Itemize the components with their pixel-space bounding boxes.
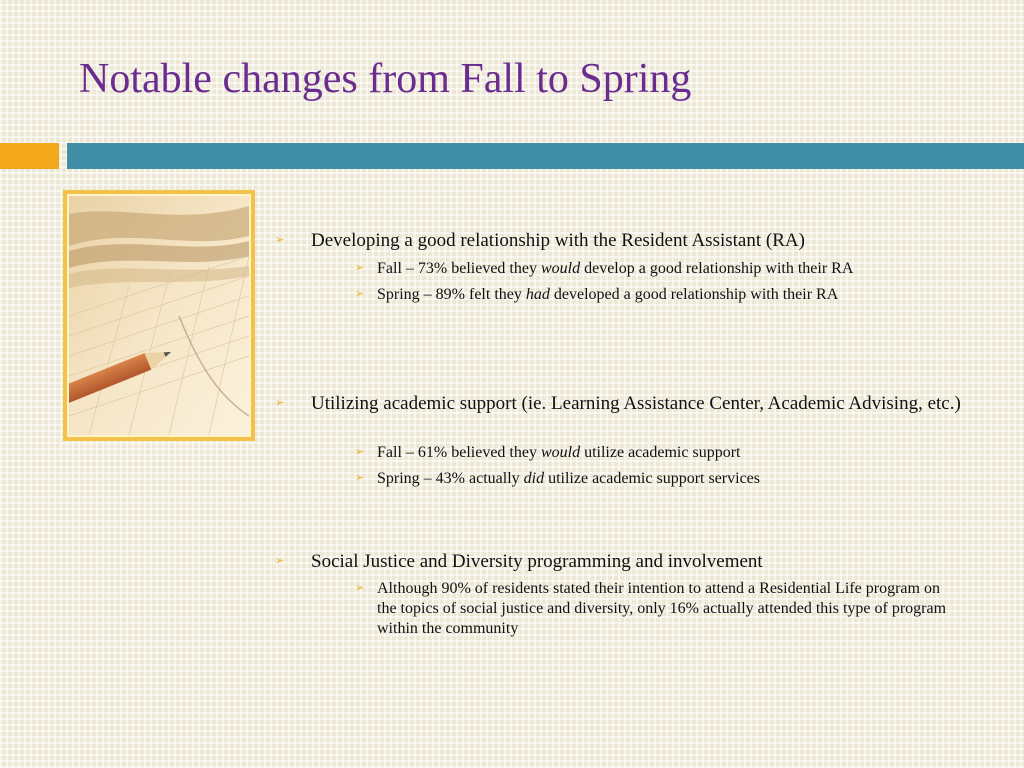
arrowhead-bullet-icon: ➢: [355, 582, 365, 594]
section-heading-ra: ➢ Developing a good relationship with the Resident Assistant (RA): [275, 230, 805, 251]
arrowhead-bullet-icon: ➢: [275, 234, 285, 246]
list-item: ➢ Although 90% of residents stated their intention to attend a Residential Life program on the topics of social justice and diversity, only 16% actually attended this type of program within the community: [355, 580, 947, 637]
slide-title: Notable changes from Fall to Spring: [79, 56, 692, 102]
arrowhead-bullet-icon: ➢: [355, 446, 365, 458]
list-item: ➢ Fall – 61% believed they would utilize academic support: [355, 444, 741, 461]
section-heading-diversity: ➢ Social Justice and Diversity programming and involvement: [275, 551, 763, 572]
section-heading-academic: ➢ Utilizing academic support (ie. Learning Assistance Center, Academic Advising, etc.): [275, 393, 961, 414]
arrowhead-bullet-icon: ➢: [355, 472, 365, 484]
list-item: ➢ Spring – 43% actually did utilize academic support services: [355, 470, 761, 487]
arrowhead-bullet-icon: ➢: [275, 397, 285, 409]
list-item: ➢ Spring – 89% felt they had developed a good relationship with their RA: [355, 286, 839, 303]
arrowhead-bullet-icon: ➢: [355, 288, 365, 300]
arrowhead-bullet-icon: ➢: [275, 555, 285, 567]
list-item: ➢ Fall – 73% believed they would develop a good relationship with their RA: [355, 260, 854, 277]
arrowhead-bullet-icon: ➢: [355, 262, 365, 274]
